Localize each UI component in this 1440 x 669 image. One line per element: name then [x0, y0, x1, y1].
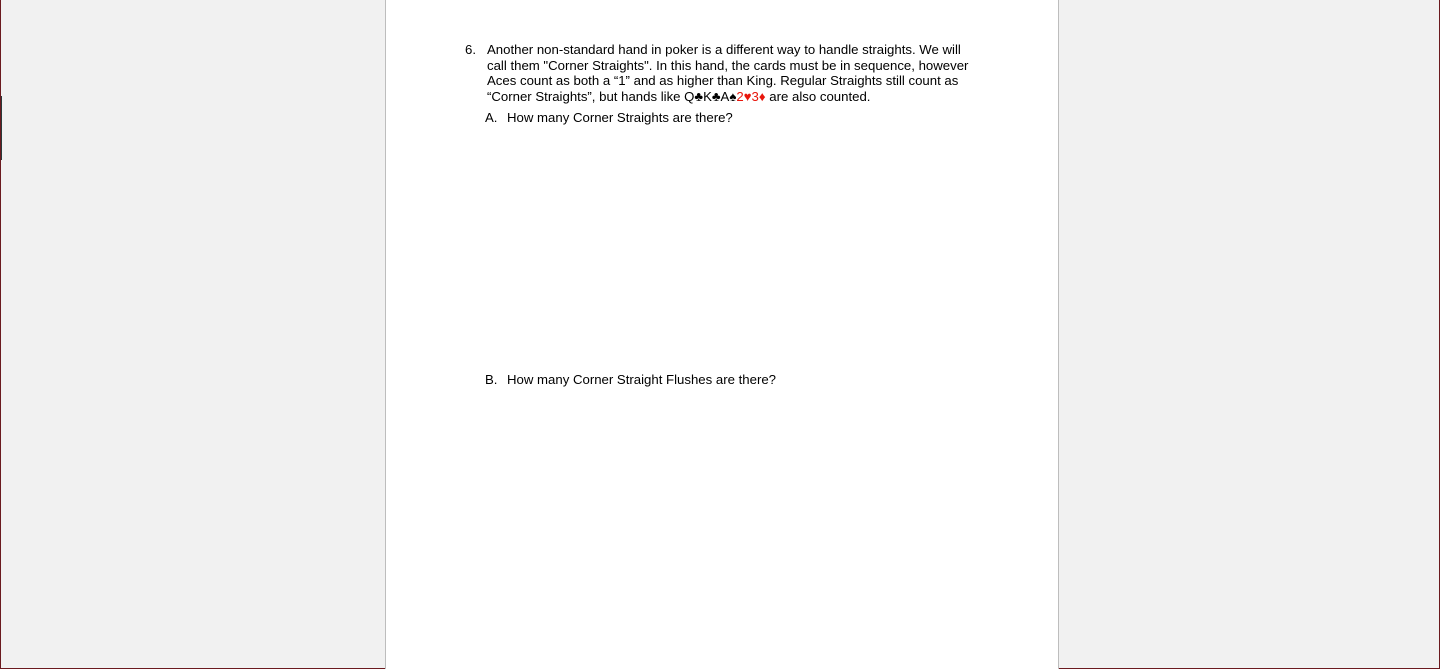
card-king-clubs: K♣: [703, 88, 721, 104]
card-three-diamonds: 3♦: [751, 88, 766, 104]
part-b-text: How many Corner Straight Flushes are there?: [507, 372, 776, 387]
question-number: 6.: [465, 42, 476, 57]
document-page: [385, 0, 1059, 669]
card-ace-spades: A♠: [720, 88, 737, 104]
part-a: [485, 110, 733, 126]
example-hand: [684, 89, 765, 104]
window-edge-mark: [1, 96, 2, 160]
part-b-letter: B.: [485, 372, 498, 387]
question-text-part2: are also counted.: [765, 88, 871, 104]
question-text-part1: Another non-standard hand in poker is a different way to handle straights. We will call them "Corner Straights". In this hand, the cards must be in sequence, however Aces count as both a “1” and as higher than King. Regular Straights still count as “Corner Straights”, but hands like: [487, 42, 969, 104]
question-text: [487, 42, 983, 104]
card-queen-clubs: Q♣: [684, 88, 704, 104]
card-two-hearts: 2♥: [736, 88, 752, 104]
part-a-text: How many Corner Straights are there?: [507, 110, 733, 125]
part-b: [485, 372, 776, 388]
part-a-letter: A.: [485, 110, 498, 125]
